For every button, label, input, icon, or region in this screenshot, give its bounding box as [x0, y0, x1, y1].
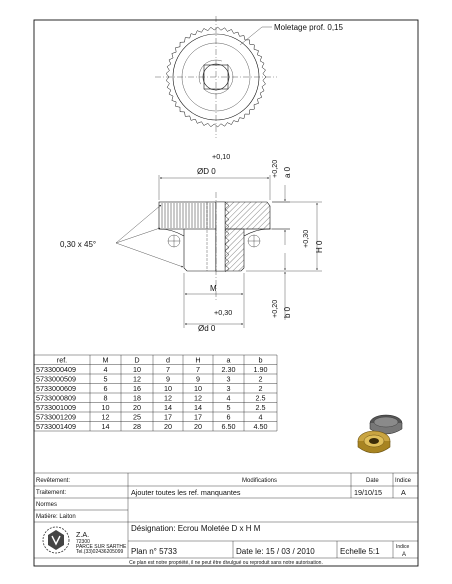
table-cell: 2: [258, 374, 263, 384]
table-cell: 4.50: [253, 421, 268, 431]
table-cell: 8: [103, 393, 108, 403]
designation: Désignation: Ecrou Moletée D x H M: [131, 524, 261, 533]
table-cell: 3: [226, 374, 231, 384]
table-header: a: [226, 355, 231, 365]
dim-D-label: ØD 0: [197, 167, 216, 176]
table-cell: 9: [196, 374, 200, 384]
modification-text: Ajouter toutes les ref. manquantes: [131, 488, 241, 497]
chamfer-note: 0,30 x 45°: [60, 240, 97, 249]
table-cell: 12: [194, 393, 202, 403]
dim-H-label: H 0: [315, 240, 324, 253]
indice-header: Indice: [395, 478, 412, 484]
table-cell: 10: [194, 383, 202, 393]
traitement-label: Traitement:: [36, 490, 67, 496]
title-block: [34, 473, 418, 566]
table-cell: 2.30: [221, 364, 236, 374]
table-cell: 20: [164, 421, 172, 431]
dim-b-label: b 0: [283, 306, 292, 318]
table-cell: 6.50: [221, 421, 236, 431]
dim-a-label: a 0: [283, 166, 292, 178]
modifications-header: Modifications: [242, 478, 278, 484]
table-cell-ref: 5733001409: [36, 421, 76, 431]
table-cell: 4: [226, 393, 231, 403]
table-cell: 12: [133, 374, 141, 384]
dim-a-tol: +0,20: [270, 159, 279, 178]
table-cell: 10: [164, 383, 172, 393]
table-cell: 12: [164, 393, 172, 403]
bore-white: [216, 202, 225, 271]
company-town: PARCE SUR SARTHE: [76, 544, 127, 550]
table-cell: 17: [194, 412, 202, 422]
table-cell: 4: [258, 412, 263, 422]
dim-d-label: Ød 0: [198, 324, 216, 333]
scale: Echelle 5:1: [340, 547, 380, 556]
modification-date: 19/10/15: [354, 488, 382, 497]
sheet-border: [34, 20, 418, 566]
company-logo: [43, 527, 69, 553]
table-cell: 12: [101, 412, 110, 422]
table-cell: 25: [133, 412, 141, 422]
table-cell-ref: 5733000409: [36, 364, 76, 374]
table-cell: 18: [133, 393, 141, 403]
matiere-label: Matière: Laiton: [36, 514, 76, 520]
revetement-label: Revêtement:: [36, 478, 71, 484]
table-cell: 7: [196, 364, 200, 374]
shank-left: [184, 229, 216, 271]
date-header: Date: [366, 478, 379, 484]
table-header: b: [258, 355, 263, 365]
table-cell: 17: [164, 412, 172, 422]
table-header: ref.: [56, 355, 68, 365]
knurled-head: [159, 202, 216, 229]
table-header: d: [166, 355, 170, 365]
table-cell-ref: 5733001009: [36, 402, 76, 412]
plan-number: Plan n° 5733: [131, 547, 177, 556]
isometric-view: [358, 415, 402, 453]
dim-M-label: M: [210, 284, 217, 293]
table-cell: 5: [103, 374, 108, 384]
table-cell: 7: [166, 364, 170, 374]
modification-indice: A: [401, 488, 406, 497]
table-cell: 2: [258, 383, 263, 393]
dim-D-tol: +0,10: [212, 152, 231, 161]
table-cell: 20: [194, 421, 202, 431]
drawing-date: Date le: 15 / 03 / 2010: [236, 547, 315, 556]
dim-b-tol: +0,20: [270, 299, 279, 318]
table-header: M: [102, 355, 109, 365]
table-cell: 5: [226, 402, 231, 412]
top-view: [155, 16, 343, 138]
dimension-table: [34, 355, 277, 431]
table-cell: 14: [101, 421, 110, 431]
company-phone: Tel.(33)02436205099: [76, 549, 124, 555]
table-cell: 28: [133, 421, 141, 431]
table-cell: 16: [133, 383, 141, 393]
indice-label: Indice: [396, 544, 410, 550]
company-name: Z.A.: [76, 530, 90, 539]
table-header: H: [195, 355, 201, 365]
knurl-note: Moletage prof. 0,15: [274, 23, 343, 32]
table-cell: 2.5: [255, 402, 266, 412]
table-cell: 6: [226, 412, 231, 422]
table-cell-ref: 5733000609: [36, 383, 76, 393]
table-cell: 14: [194, 402, 202, 412]
table-cell: 10: [101, 402, 110, 412]
table-cell: 6: [103, 383, 108, 393]
table-cell: 10: [133, 364, 141, 374]
table-cell-ref: 5733000809: [36, 393, 76, 403]
table-cell: 1.90: [253, 364, 268, 374]
table-cell-ref: 5733001209: [36, 412, 76, 422]
table-header: D: [134, 355, 140, 365]
table-cell-ref: 5733000509: [36, 374, 76, 384]
company-postcode: 72300: [76, 539, 90, 545]
indice-value: A: [402, 552, 407, 558]
table-cell: 14: [164, 402, 172, 412]
dim-H-tol: +0,30: [301, 229, 310, 248]
section-view: [60, 152, 324, 333]
table-cell: 9: [166, 374, 170, 384]
table-cell: 4: [103, 364, 108, 374]
table-cell: 20: [133, 402, 141, 412]
dim-d-tol: +0,30: [214, 308, 233, 317]
table-cell: 2.5: [255, 393, 266, 403]
table-cell: 3: [226, 383, 231, 393]
footer-note: Ce plan est notre propriété, il ne peut être divulgué ou reproduit sans notre autorisation.: [129, 560, 323, 566]
normes-label: Normes: [36, 502, 58, 508]
knurl-leader: [240, 27, 262, 45]
